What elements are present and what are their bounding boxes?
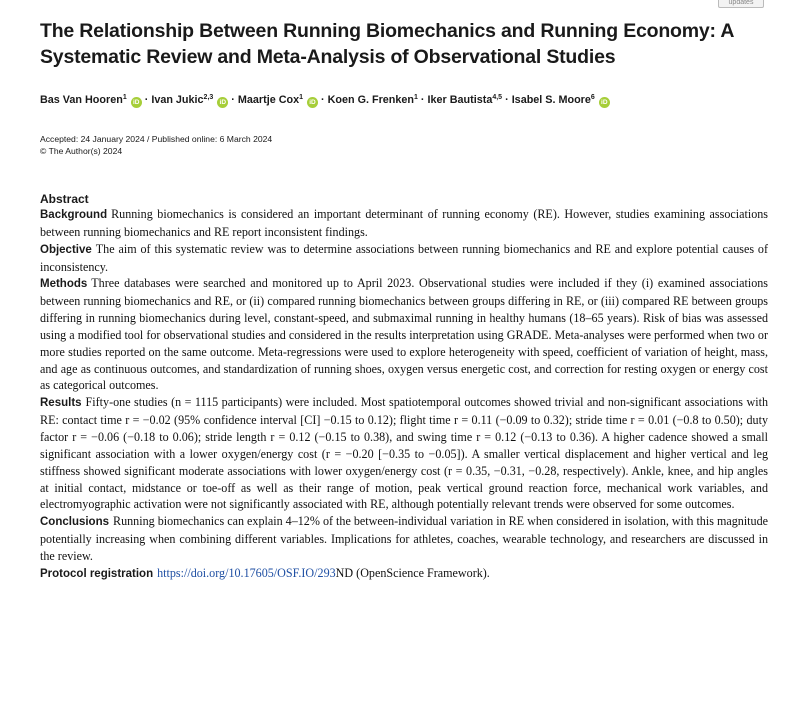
article-first-page xyxy=(40,18,768,583)
author-separator: · xyxy=(420,94,425,106)
author-separator: · xyxy=(231,94,235,106)
author-name: Isabel S. Moore xyxy=(511,94,591,106)
abstract-heading: Abstract xyxy=(40,192,89,206)
abstract-methods xyxy=(40,275,768,394)
publication-info xyxy=(40,133,768,157)
author-affiliation: 6 xyxy=(590,94,595,101)
author-separator: · xyxy=(144,94,149,106)
registration-link[interactable]: https://doi.org/10.17605/OSF.IO/293 xyxy=(157,565,336,580)
author-affiliation: 4,5 xyxy=(492,94,503,101)
abstract-background xyxy=(40,206,768,241)
article-title: The Relationship Between Running Biomechanics and Running Economy: A Systematic Review and Meta-Analysis of Observational Studies xyxy=(40,20,734,68)
protocol-registration xyxy=(40,565,768,583)
author-name: Koen G. Frenken xyxy=(327,94,415,106)
section-label: Protocol registration xyxy=(40,567,154,580)
section-label: Background xyxy=(40,209,108,221)
orcid-icon[interactable]: iD xyxy=(599,97,610,108)
section-text: The aim of this systematic review was to determine associations between running biomechanics and RE and explore potential causes of inconsistency. xyxy=(40,241,768,274)
section-text: Running biomechanics is considered an important determinant of running economy (RE). However, studies examining associations between running biomechanics and RE report inconsistent findings. xyxy=(40,207,768,239)
author-separator: · xyxy=(321,94,325,106)
section-label: Methods xyxy=(40,278,88,291)
registration-suffix: ND (OpenScience Framework). xyxy=(335,565,490,580)
section-label: Conclusions xyxy=(40,516,110,529)
publication-dates: Accepted: 24 January 2024 / Published online: 6 March 2024 xyxy=(40,134,273,144)
section-text: Three databases were searched and monitored up to April 2023. Observational studies were included if they (i) examined associations between running biomechanics and RE, or (ii) compared running biomechanics between groups differing in RE, or (iii) compared RE between groups differing in running biomechanics during level, constant-speed, and submaximal running in healthy humans (18–65 years). Risk of bias was assessed using a modified tool for observational studies and considered in the results interpretation using GRADE. Meta-analyses were performed when two or more studies reported on the same outcome. Meta-regressions were used to explore heterogeneity with speed, coefficient of variation of height, mass, and age as continuous outcomes, and standardization of running shoes, oxygen versus energetic cost, and correction for resting oxygen or energy cost as categorical outcomes. xyxy=(40,276,768,393)
author-affiliation: 1 xyxy=(122,94,127,101)
author-affiliation: 2,3 xyxy=(203,94,214,101)
section-label: Results xyxy=(40,397,82,410)
author-affiliation: 1 xyxy=(414,94,418,101)
orcid-icon[interactable]: iD xyxy=(217,97,228,108)
updates-badge[interactable]: updates xyxy=(718,0,764,8)
orcid-icon[interactable]: iD xyxy=(307,97,318,108)
abstract-objective xyxy=(40,241,768,276)
author-separator: · xyxy=(505,94,509,106)
abstract-conclusions xyxy=(40,513,768,565)
section-label: Objective xyxy=(40,243,92,256)
author-name: Ivan Jukic xyxy=(151,94,204,106)
author-name: Iker Bautista xyxy=(427,94,493,106)
section-text: Running biomechanics can explain 4–12% of the between-individual variation in RE when considered in isolation, with this magnitude potentially increasing when combining different variables. Implications for athletes, coaches, wearable technology, and researchers are discussed in the review. xyxy=(40,514,768,563)
copyright-notice: © The Author(s) 2024 xyxy=(40,146,123,156)
abstract-results xyxy=(40,394,768,513)
author-list xyxy=(40,93,768,108)
author-name: Maartje Cox xyxy=(237,94,300,106)
author-name: Bas Van Hooren xyxy=(40,94,123,106)
author-affiliation: 1 xyxy=(299,94,303,101)
orcid-icon[interactable]: iD xyxy=(131,97,142,108)
section-text: Fifty-one studies (n = 1115 participants) were included. Most spatiotemporal outcomes showed trivial and non-significant associations with RE: contact time r = −0.02 (95% confidence interval [CI] −0.15 to 0.12); flight time r = 0.11 (−0.09 to 0.32); stride time r = 0.01 (−0.8 to 0.50); duty factor r = −0.06 (−0.18 to 0.06); stride length r = 0.12 (−0.15 to 0.38), and swing time r = 0.12 (−0.13 to 0.36). A higher cadence showed a small significant association with a lower oxygen/energy cost (r = −0.20 [−0.35 to −0.05]). A smaller vertical displacement and higher vertical and leg stiffness showed significant moderate associations with lower oxygen/energy cost (r = 0.35, −0.31, −0.28, respectively). Ankle, knee, and hip angles at initial contact, midstance or toe-off as well as their range of motion, peak vertical ground reaction force, mechanical work variables, and electromyographic activation were not significantly associated with RE, although potentially relevant trends were observed for some outcomes. xyxy=(40,395,768,512)
